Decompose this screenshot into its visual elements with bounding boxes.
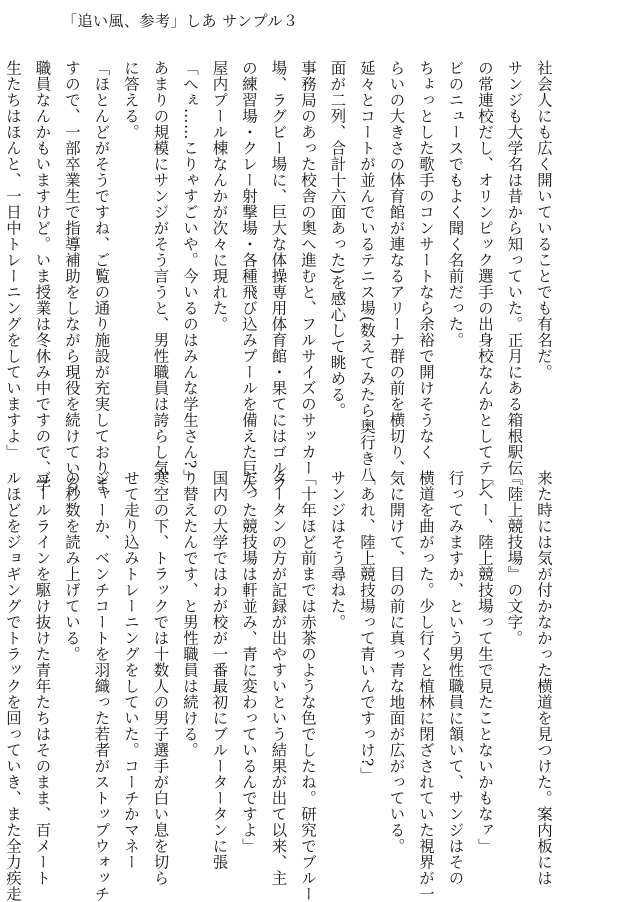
- text-column: ビのニュースでもよく聞く名前だった。: [446, 60, 465, 348]
- text-column: 横道を曲がった。少し行くと植林に閉ざされていた視界が一: [417, 470, 435, 902]
- running-header: 「追い風、参考」しあ サンプル３: [62, 12, 299, 30]
- text-column: 「ほとんどがそうですね、ご覧の通り施設が充実しておりま: [92, 60, 111, 492]
- text-column: 国内の大学ではわが校が一番最初にブルータータンに張: [210, 470, 229, 870]
- text-column: 『陸上競技場』の文字。: [505, 470, 524, 646]
- text-column: 生たちはほんと、一日中トレーニングをしていますよ」: [4, 60, 22, 460]
- text-column: 屋内プール棟なんかが次々に現れた。: [210, 60, 229, 332]
- text-column: に答える。: [122, 60, 140, 140]
- text-column: ルほどをジョギングでトラックを回っていき、また全力疾走: [4, 470, 22, 902]
- upper-tier-text: [4, 60, 558, 492]
- lower-tier-text: [4, 470, 558, 902]
- text-column: サンジも大学名は昔から知っていた。正月にある箱根駅伝: [505, 60, 524, 476]
- text-column: ちょっとした歌手のコンサートなら余裕で開けそうなく: [417, 60, 435, 460]
- text-column: の常連校だし、オリンピック選手の出身校なんかとしてテレ: [476, 60, 494, 492]
- text-column: 「へぇ……こりゃすごいや。今いるのはみんな学生さん?」: [181, 60, 199, 485]
- text-column: 気に開けて、目の前に真っ青な地面が広がっている。: [387, 470, 406, 854]
- text-column: すので、一部卒業生で指導補助をしながら現役を続けている: [63, 60, 81, 492]
- text-column: 事務局のあった校舎の奥へ進むと、フルサイズのサッカー: [299, 60, 317, 476]
- text-column: 寒空の下、トラックでは十数人の男子選手が白い息を切ら: [151, 470, 170, 886]
- text-column: 行ってみますか、という男性職員に頷いて、サンジはその: [446, 470, 465, 886]
- text-column: の練習場・クレー射撃場・各種飛び込みプールを備えた巨大: [240, 60, 258, 492]
- text-column: タータンの方が記録が出やすいという結果が出て以来、主: [269, 470, 288, 886]
- text-column: り替えたんです、と男性職員は続ける。: [181, 470, 199, 758]
- text-column: 場、ラグビー場に、巨大な体操専用体育館・果てにはゴルフ: [269, 60, 288, 492]
- text-column: ゴールラインを駆け抜けた青年たちはそのまま、百メート: [33, 470, 52, 886]
- text-column: 「十年ほど前までは赤茶のような色でしたね。研究でブルー: [299, 470, 317, 902]
- text-column: ジャーか、ベンチコートを羽織った若者がストップウォッチ: [92, 470, 111, 902]
- text-column: 職員なんかもいますけど。いま授業は冬休み中ですので、学: [33, 60, 52, 492]
- text-column: だった競技場は軒並み、青に変わっているんですよ」: [240, 470, 258, 854]
- text-column: あまりの規模にサンジがそう言うと、男性職員は誇らし気: [151, 60, 170, 476]
- text-column: 来た時には気が付かなかった横道を見つけた。案内板には: [535, 470, 553, 886]
- text-column: サンジはそう尋ねた。: [328, 470, 347, 630]
- text-column: 「へー、陸上競技場って生で見たことないかもなァ」: [476, 470, 494, 854]
- text-column: せて走り込みトレーニングをしていた。コーチかマネー: [122, 470, 140, 870]
- text-column: 「あれ、陸上競技場って青いんですっけ?」: [358, 470, 376, 783]
- text-column: らいの大きさの体育館が連なるアリーナ群の前を横切り、: [387, 60, 406, 476]
- text-column: 面が二列、合計十六面あった)を感心して眺める。: [328, 60, 347, 419]
- text-column: 社会人にも広く開いていることでも有名だ。: [535, 60, 553, 380]
- text-column: 延々とコートが並んでいるテニス場(数えてみたら奥行き八: [358, 60, 376, 483]
- text-column: の秒数を読み上げている。: [63, 470, 81, 662]
